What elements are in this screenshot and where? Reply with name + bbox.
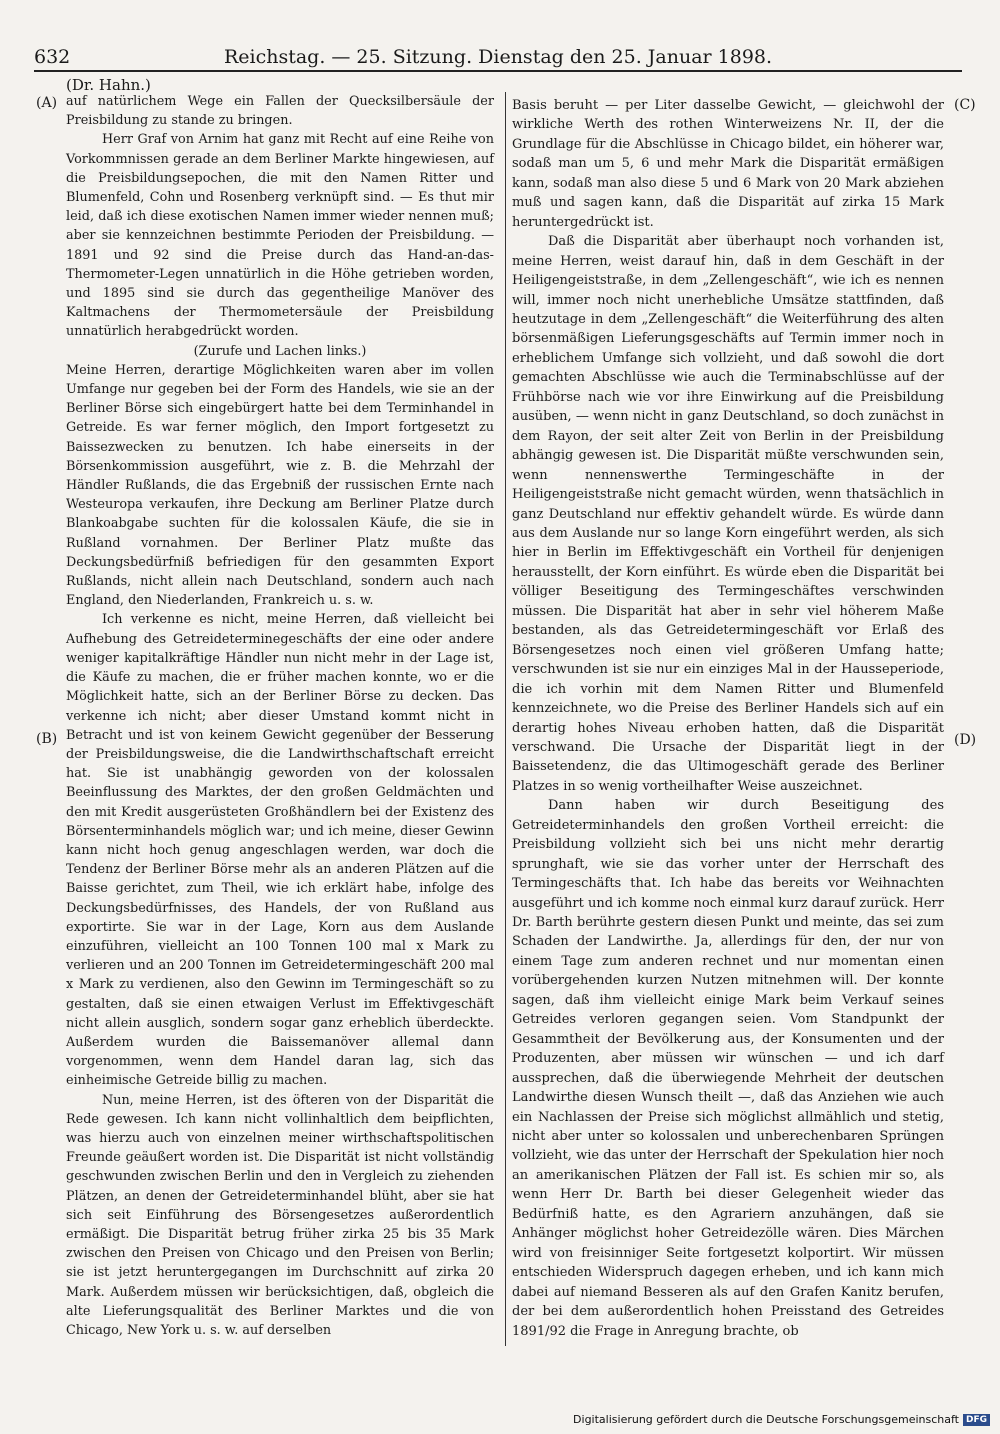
paragraph: Herr Graf von Arnim hat ganz mit Recht auf eine Reihe von Vorkommnissen gerade an dem Berliner Markte hingewiesen, auf die Preisbildungsepochen, die mit den Namen Ritter und Blumenfeld, Cohn und Rosenberg verknüpft sind. — Es thut mir leid, daß ich diese exotischen Namen immer wieder nennen muß; aber sie kennzeichnen bestimmte Perioden der Preisbildung. — 1891 und 92 sind die Preise durch das Hand-an-das-Thermometer-Legen unnatürlich in die Höhe getrieben worden, und 1895 sind sie durch das gegentheilige Manöver des Kaltmachens der Thermometersäule der Preisbildung unnatürlich herabgedrückt worden.	[66, 132, 494, 340]
paragraph: Dann haben wir durch Beseitigung des Getreideterminhandels den großen Vortheil erreicht: die Preisbildung vollzieht sich bei uns nicht mehr derartig sprunghaft, wie sie das vorher unter der Herrschaft des Termingeschäfts that. Ich habe das bereits vor Weihnachten ausgeführt und ich komme noch einmal kurz darauf zurück. Herr Dr. Barth berührte gestern diesen Punkt und meinte, das sei zum Schaden der Landwirthe. Ja, allerdings für den, der nur von einem Tage zum anderen rechnet und nur momentan einen vorübergehenden kurzen Nutzen mitnehmen will. Der konnte sagen, daß ihm vielleicht einige Mark beim Verkauf seines Getreides verloren gegangen seien. Vom Standpunkt der Gesammtheit der Bevölkerung aus, der Konsumenten und der Produzenten, aber müssen wir wünschen — und ich darf aussprechen, daß die überwiegende Mehrheit der deutschen Landwirthe diesen Wunsch theilt —, daß das Anziehen wie auch ein Nachlassen der Preise sich möglichst allmählich und stetig, nicht aber unter so kolossalen und unberechenbaren Sprüngen vollzieht, wie das unter der Herrschaft der Spekulation hier noch an amerikanischen Plätzen der Fall ist. Es schien mir so, als wenn Herr Dr. Barth bei dieser Gelegenheit wieder das Bedürfniß hatte, es den Agrariern anzuhängen, daß sie Anhänger möglichst hoher Getreidezölle wären. Dies Märchen wird von freisinniger Seite fortgesetzt kolportirt. Wir müssen entschieden Widerspruch dagegen erheben, und ich kann mich dabei auf niemand Besseren als auf den Grafen Kanitz berufen, der bei dem außerordentlich hohen Preisstand des Getreides 1891/92 die Frage in Anregung brachte, ob	[512, 798, 944, 1339]
paragraph: Meine Herren, derartige Möglichkeiten waren aber im vollen Umfange nur gegeben bei der Form des Handels, wie sie an der Berliner Börse sich eingebürgert hatte bei dem Terminhandel in Getreide. Es war ferner möglich, den Import fortgesetzt zu Baissezwecken zu benutzen. Ich habe einerseits in der Börsenkommission ausgeführt, wie z. B. die Mehrzahl der Händler Rußlands, die das Ergebniß der russischen Ernte nach Westeuropa verkaufen, ihre Deckung am Berliner Platze durch Blankoabgabe suchten für die kolossalen Käufe, die sie in Rußland vornahmen. Der Berliner Platz mußte das Deckungsbedürfniß befriedigen für den gesammten Export Rußlands, nicht allein nach Deutschland, sondern auch nach England, den Niederlanden, Frankreich u. s. w.	[66, 362, 494, 609]
right-column	[512, 96, 944, 1341]
page-header	[34, 46, 962, 68]
dfg-logo: DFG	[963, 1414, 990, 1426]
margin-marker-d: (D)	[954, 732, 977, 748]
speaker-label: (Dr. Hahn.)	[66, 76, 151, 94]
margin-marker-a: (A)	[36, 95, 58, 111]
margin-marker-b: (B)	[36, 731, 58, 747]
paragraph: Daß die Disparität aber überhaupt noch vorhanden ist, meine Herren, weist darauf hin, daß in dem Geschäft in der Heiligengeiststraße, in dem „Zellengeschäft“, wie ich es nennen will, immer noch nicht unerhebliche Umsätze stattfinden, daß heutzutage in dem „Zellengeschäft“ die Weiterführung des alten börsenmäßigen Lieferungsgeschäfts auf Termin immer noch in erheblichem Umfange sich vollzieht, und daß sowohl die dort gemachten Abschlüsse wie auch die Terminabschlüsse auf der Frühbörse nach wie vor ihre Einwirkung auf die Preisbildung ausüben, — wenn nicht in ganz Deutschland, so doch zunächst in dem Rayon, der seit alter Zeit von Berlin in der Preisbildung abhängig gewesen ist. Die Disparität müßte verschwunden sein, wenn nennenswerthe Termingeschäfte in der Heiligengeiststraße nicht gemacht würden, wenn thatsächlich in ganz Deutschland nur effektiv gehandelt würde. Es würde dann aus dem Auslande nur so lange Korn eingeführt werden, als sich hier in Berlin im Effektivgeschäft ein Vortheil für denjenigen herausstellt, der Korn einführt. Es würde eben die Disparität bei völliger Beseitigung des Termingeschäftes verschwinden müssen. Die Disparität hat aber in sehr viel höherem Maße bestanden, als das Getreidetermingeschäft vor Erlaß des Börsengesetzes noch einen viel größeren Umfang hatte; verschwunden ist sie nur ein einziges Mal in der Hausseperiode, die ich vorhin mit dem Namen Ritter und Blumenfeld kennzeichnete, wo die Preise des Berliner Handels sich auf ein derartig hohes Niveau erhoben hatten, daß die Disparität verschwand. Die Ursache der Disparität liegt in der Baissetendenz, die das Ultimogeschäft gerade des Berliner Platzes in so wenig vortheilhafter Weise auszeichnet.	[512, 234, 944, 794]
header-rule	[34, 70, 962, 72]
paragraph: auf natürlichem Wege ein Fallen der Quecksilbersäule der Preisbildung zu stande zu bringen.	[66, 94, 494, 129]
credit-text: Digitalisierung gefördert durch die Deutsche Forschungsgemeinschaft	[573, 1413, 959, 1426]
paragraph: Basis beruht — per Liter dasselbe Gewicht, — gleichwohl der wirkliche Werth des rothen Winterweizens Nr. II, der die Grundlage für die Abschlüsse in Chicago bildet, ein höherer war, sodaß man um 5, 6 und mehr Mark die Disparität ermäßigen kann, sodaß man also diese 5 und 6 Mark von 20 Mark abziehen muß und sagen kann, daß die Disparität auf zirka 15 Mark heruntergedrückt ist.	[512, 98, 944, 230]
digitization-credit	[573, 1413, 990, 1426]
running-title: Reichstag. — 25. Sitzung. Dienstag den 25. Januar 1898.	[223, 46, 773, 68]
paragraph: Nun, meine Herren, ist des öfteren von der Disparität die Rede gewesen. Ich kann nicht vollinhaltlich dem beipflichten, was hierzu auch von einzelnen meiner wirthschaftspolitischen Freunde geäußert worden ist. Die Disparität ist nicht vollständig geschwunden zwischen Berlin und den in Vergleich zu ziehenden Plätzen, an denen der Getreideterminhandel blüht, aber sie hat sich seit Einführung des Börsengesetzes außerordentlich ermäßigt. Die Disparität betrug früher zirka 25 bis 35 Mark zwischen den Preisen von Chicago und den Preisen von Berlin; sie ist jetzt heruntergegangen im Durchschnitt auf zirka 20 Mark. Außerdem müssen wir berücksichtigen, daß, obgleich die alte Lieferungsqualität des Berliner Marktes und die von Chicago, New York u. s. w. auf derselben	[66, 1092, 494, 1338]
margin-marker-c: (C)	[954, 97, 976, 113]
left-column	[66, 92, 494, 1340]
interjection: (Zurufe und Lachen links.)	[193, 343, 367, 359]
page-number: 632	[34, 46, 71, 68]
paragraph: Ich verkenne es nicht, meine Herren, daß vielleicht bei Aufhebung des Getreideterminegeschäfts der eine oder andere weniger kapitalkräftige Händler nun nicht mehr in der Lage ist, die Käufe zu machen, die er früher machen konnte, wo er die Möglichkeit hatte, sich an der Berliner Börse zu decken. Das verkenne ich nicht; aber dieser Umstand kommt nicht in Betracht und ist von keinem Gewicht gegenüber der Besserung der Preisbildungsweise, die die Landwirthschaftschaft erreicht hat. Sie ist unabhängig geworden von der kolossalen Beeinflussung des Marktes, der den großen Geldmächten und den mit Kredit ausgerüsteten Großhändlern bei der Existenz des Börsenterminhandels möglich war; und ich meine, dieser Gewinn kann nicht hoch genug angeschlagen werden, war doch die Tendenz der Berliner Börse mehr als an anderen Plätzen auf die Baisse gerichtet, zum Theil, wie ich erklärt habe, infolge des Deckungsbedürfnisses, des Handels, der von Rußland aus exportirte. Sie war in der Lage, Korn aus dem Auslande einzuführen, vielleicht an 100 Tonnen 100 mal x Mark zu verlieren und an 200 Tonnen im Getreidetermingeschäft 200 mal x Mark zu verdienen, also den Gewinn im Termingeschäft so zu gestalten, daß sie einen etwaigen Verlust im Effektivgeschäft nicht allein ausglich, sondern sogar ganz erheblich überdeckte. Außerdem wurden die Baissemanöver allemal dann vorgenommen, wenn dem Handel daran lag, sich das einheimische Getreide billig zu machen.	[66, 612, 494, 1089]
column-divider	[505, 92, 506, 1346]
